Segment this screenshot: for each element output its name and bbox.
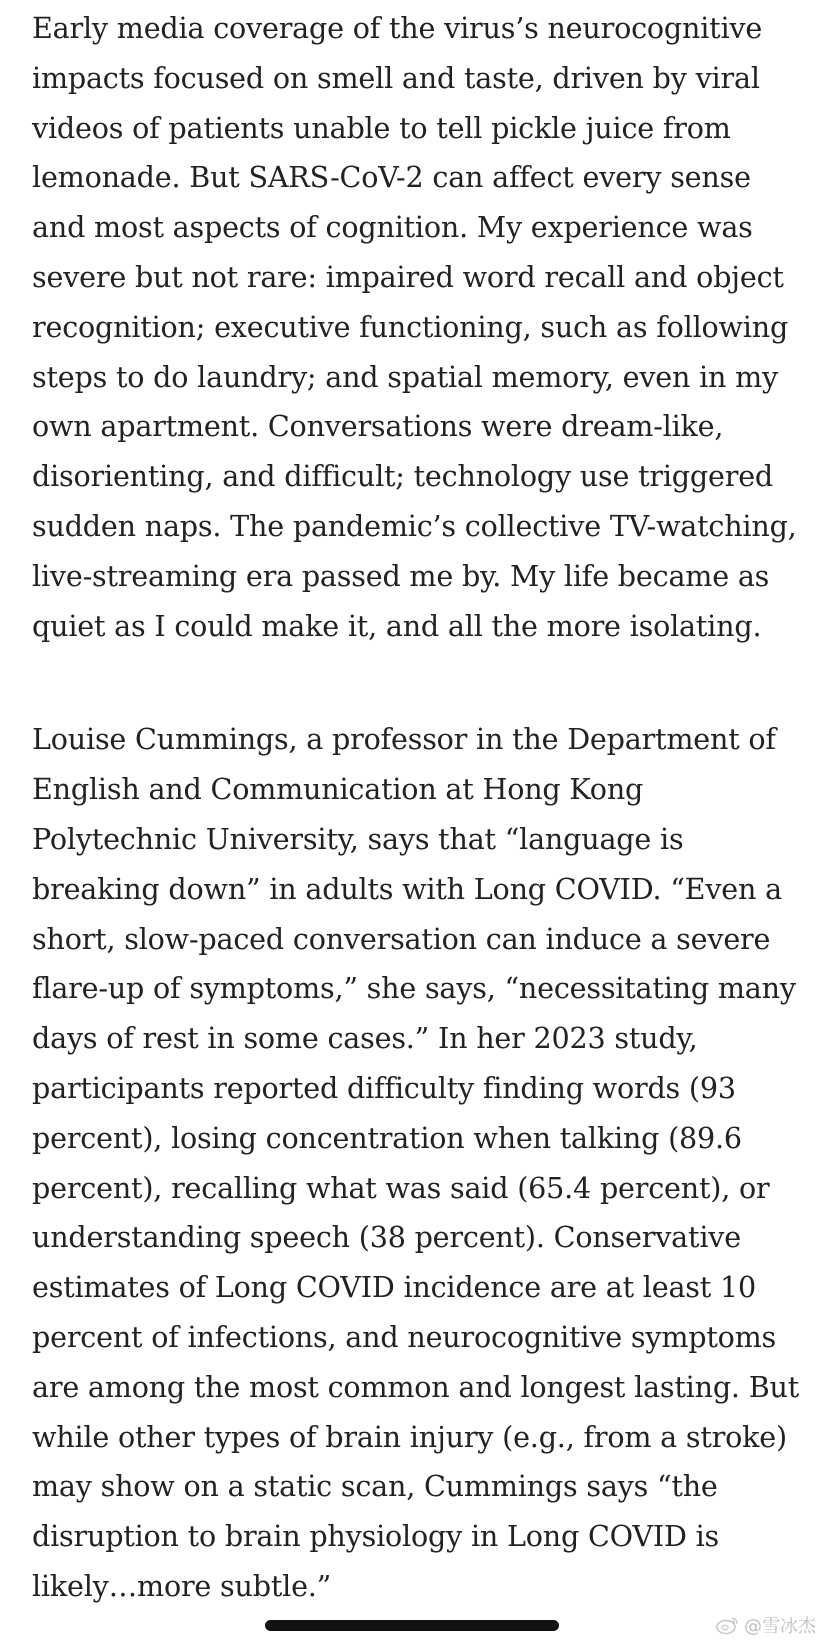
article-paragraph-2: Louise Cummings, a professor in the Department of English and Communication at Hong Kong Polytechnic University, says that “language is breaking down” in adults with Long COVID. “Even a short, slow-paced conversation can induce a severe flare-up of symptoms,” she says, “necessitating many days of rest in some cases.” In her 2023 study, participants reported difficulty finding words (93 percent), losing concentration when talking (89.6 percent), recalling what was said (65.4 percent), or understanding speech (38 percent). Conservative estimates of Long COVID incidence are at least 10 percent of infections, and neurocognitive symptoms are among the most common and longest lasting. But while other types of brain injury (e.g., from a stroke) may show on a static scan, Cummings says “the disruption to brain physiology in Long COVID is likely…more subtle.” (32, 722, 800, 1603)
weibo-icon (716, 1615, 740, 1635)
home-indicator[interactable] (265, 1620, 559, 1631)
article-body (32, 4, 802, 1612)
article-paragraph-1: Early media coverage of the virus’s neurocognitive impacts focused on smell and taste, driven by viral videos of patients unable to tell pickle juice from lemonade. But SARS-CoV-2 can affect every sense and most aspects of cognition. My experience was severe but not rare: impaired word recall and object recognition; executive functioning, such as following steps to do laundry; and spatial memory, even in my own apartment. Conversations were dream-like, disorienting, and difficult; technology use triggered sudden naps. The pandemic’s collective TV-watching, live-streaming era passed me by. My life became as quiet as I could make it, and all the more isolating. (32, 11, 797, 643)
watermark-text: @雪冰杰 (744, 1616, 816, 1637)
watermark (716, 1612, 816, 1638)
